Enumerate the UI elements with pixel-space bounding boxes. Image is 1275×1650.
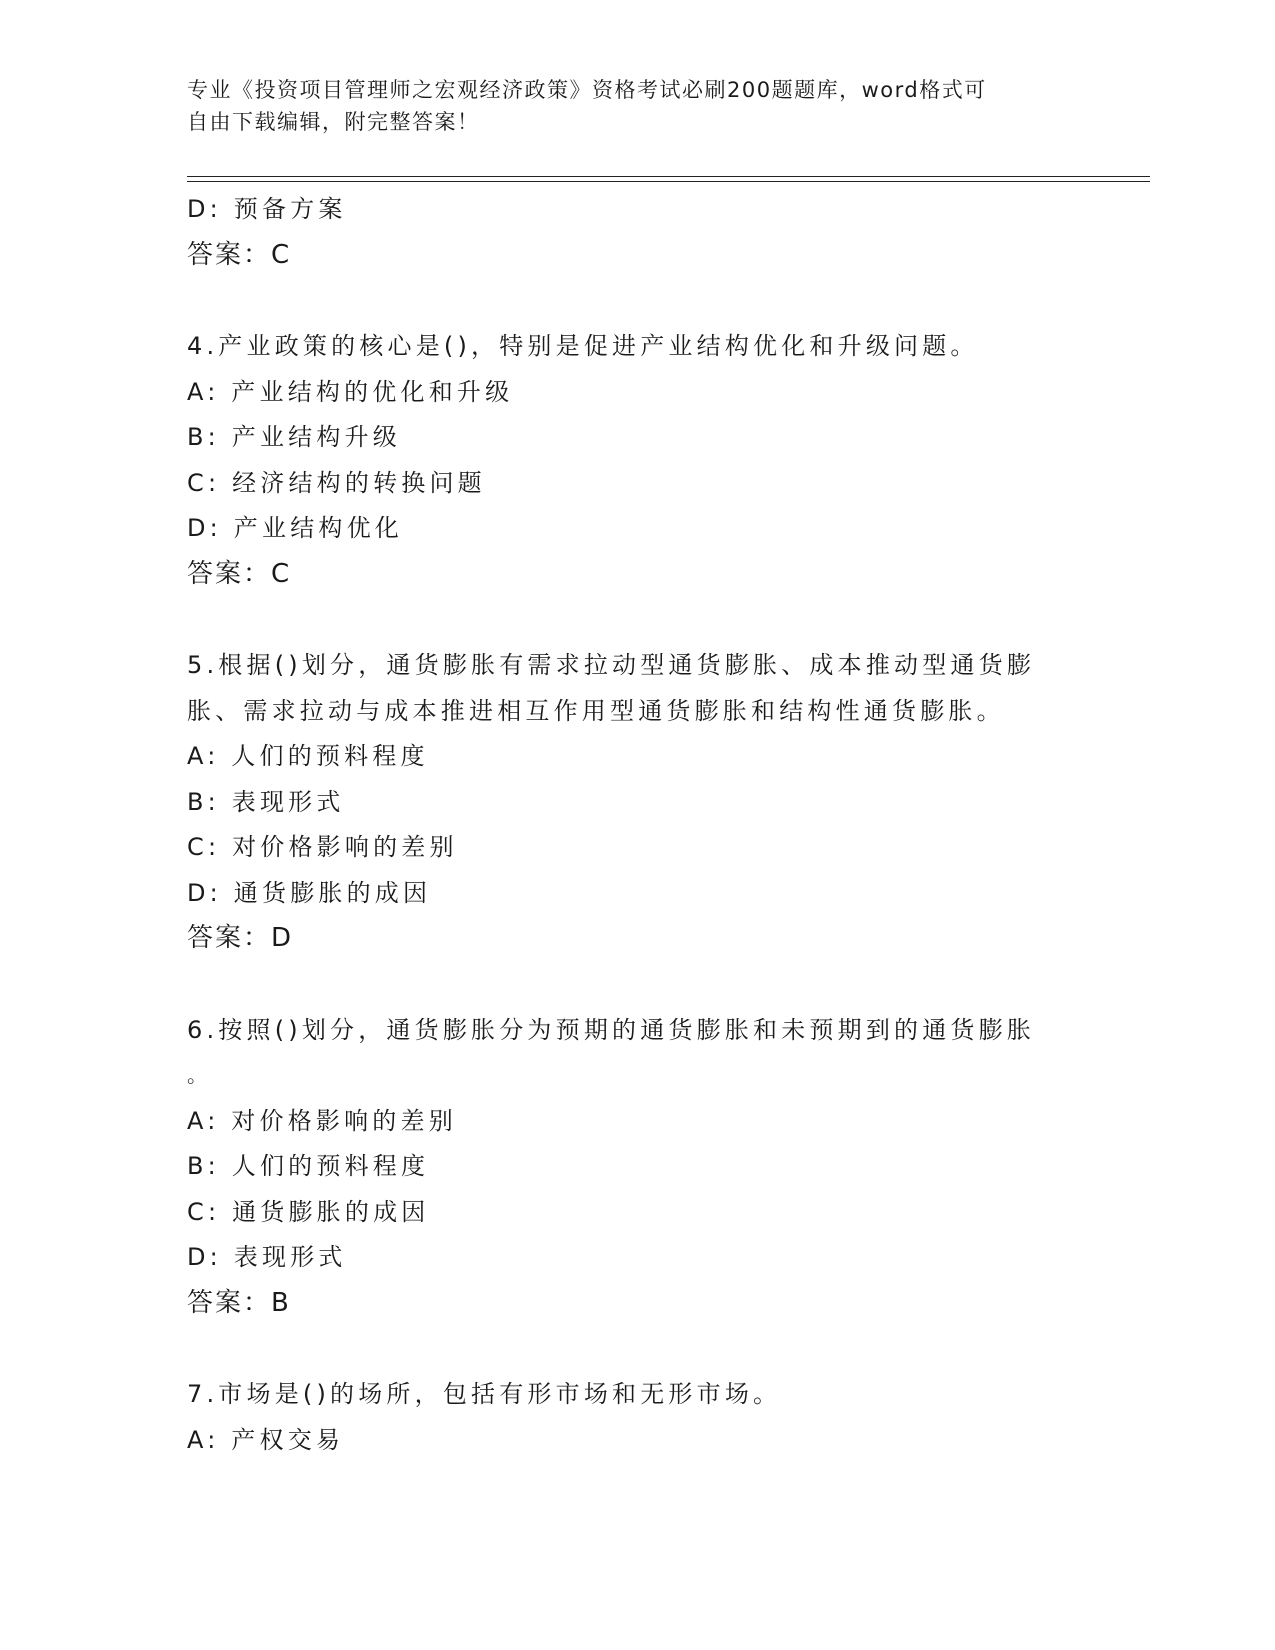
question-5-option-d: D: 通货膨胀的成因 <box>187 878 432 907</box>
question-4-answer: 答案：C <box>187 558 292 589</box>
question-4-stem: 4.产业政策的核心是()，特别是促进产业结构优化和升级问题。 <box>187 332 979 360</box>
question-5-answer: 答案：D <box>187 923 294 953</box>
question-4-option-c: C: 经济结构的转换问题 <box>187 468 486 497</box>
question-4-option-d: D: 产业结构优化 <box>187 514 403 542</box>
prev-answer: 答案：C <box>187 239 292 270</box>
question-5-stem-line-2: 胀、需求拉动与成本推进相互作用型通货膨胀和结构性通货膨胀。 <box>187 696 1005 725</box>
header-line-2: 自由下载编辑，附完整答案！ <box>187 110 480 134</box>
question-5-option-a: A: 人们的预料程度 <box>187 742 429 770</box>
question-5-option-c: C: 对价格影响的差别 <box>187 833 458 861</box>
question-6-option-c: C: 通货膨胀的成因 <box>187 1197 430 1226</box>
question-5-option-b: B: 表现形式 <box>187 787 345 816</box>
prev-option-d: D: 预备方案 <box>187 195 347 223</box>
question-4-option-a: A: 产业结构的优化和升级 <box>187 377 514 406</box>
header-rule-top <box>187 176 1150 177</box>
question-6-option-a: A: 对价格影响的差别 <box>187 1106 457 1135</box>
question-6-option-d: D: 表现形式 <box>187 1243 347 1271</box>
question-4-option-b: B: 产业结构升级 <box>187 423 401 451</box>
question-7-option-a: A: 产权交易 <box>187 1425 345 1454</box>
question-5-stem-line-1: 5.根据()划分，通货膨胀有需求拉动型通货膨胀、成本推动型通货膨 <box>187 651 1036 679</box>
document-header <box>187 74 1067 138</box>
header-rule-bottom <box>187 181 1150 182</box>
question-content <box>187 187 1067 1463</box>
question-7-stem: 7.市场是()的场所，包括有形市场和无形市场。 <box>187 1380 782 1408</box>
header-line-1: 专业《投资项目管理师之宏观经济政策》资格考试必刷200题题库，word格式可 <box>187 78 987 102</box>
question-6-stem-line-2: 。 <box>187 1063 212 1087</box>
question-6-stem-line-1: 6.按照()划分，通货膨胀分为预期的通货膨胀和未预期到的通货膨胀 <box>187 1015 1036 1044</box>
question-6-option-b: B: 人们的预料程度 <box>187 1152 430 1180</box>
question-6-answer: 答案：B <box>187 1287 291 1318</box>
